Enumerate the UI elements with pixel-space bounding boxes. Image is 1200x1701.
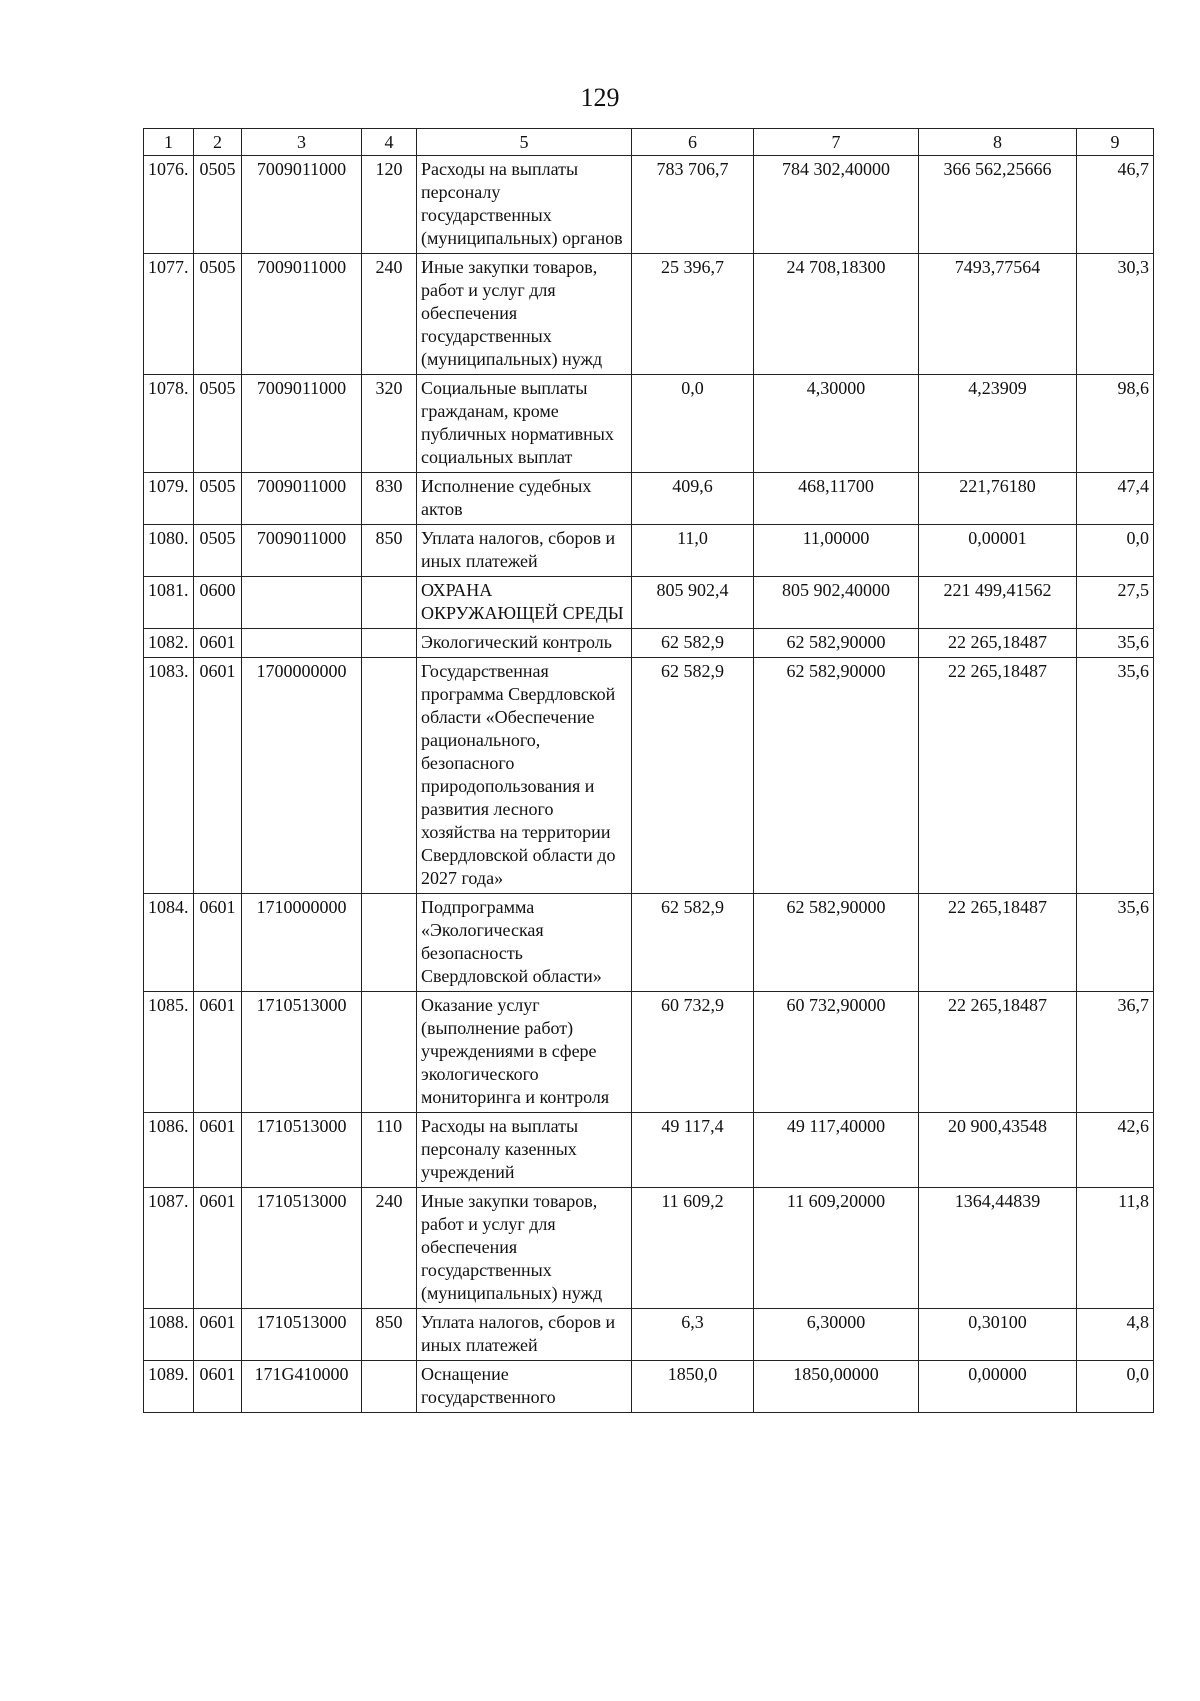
section-code: 0505 [194,375,242,473]
expense-type-code: 320 [362,375,417,473]
item-name: Расходы на выплаты персоналу казенных учреждений [417,1113,632,1188]
target-article-code: 7009011000 [242,254,362,375]
section-code: 0505 [194,156,242,254]
expense-type-code [362,894,417,992]
percent-value: 46,7 [1077,156,1154,254]
value-col6: 11 609,2 [632,1188,754,1309]
percent-value: 0,0 [1077,525,1154,577]
expense-type-code: 240 [362,1188,417,1309]
item-name: Уплата налогов, сборов и иных платежей [417,1309,632,1361]
table-header-row [144,129,1154,156]
value-col7: 4,30000 [754,375,919,473]
row-number: 1077. [144,254,194,375]
row-number: 1086. [144,1113,194,1188]
expense-type-code [362,1361,417,1413]
value-col8: 0,00001 [919,525,1077,577]
percent-value: 0,0 [1077,1361,1154,1413]
row-number: 1080. [144,525,194,577]
column-header: 4 [362,129,417,156]
value-col8: 0,00000 [919,1361,1077,1413]
row-number: 1087. [144,1188,194,1309]
percent-value: 98,6 [1077,375,1154,473]
table-row [144,1361,1154,1413]
item-name: Иные закупки товаров, работ и услуг для обеспечения государственных (муниципальных) нужд [417,254,632,375]
value-col6: 0,0 [632,375,754,473]
percent-value: 35,6 [1077,629,1154,658]
item-name: Экологический контроль [417,629,632,658]
target-article-code [242,629,362,658]
value-col7: 1850,00000 [754,1361,919,1413]
expense-type-code [362,577,417,629]
value-col6: 49 117,4 [632,1113,754,1188]
percent-value: 42,6 [1077,1113,1154,1188]
expense-type-code [362,658,417,894]
table-row [144,254,1154,375]
percent-value: 11,8 [1077,1188,1154,1309]
table-row [144,894,1154,992]
value-col8: 1364,44839 [919,1188,1077,1309]
value-col7: 24 708,18300 [754,254,919,375]
expense-type-code: 850 [362,1309,417,1361]
value-col6: 60 732,9 [632,992,754,1113]
value-col7: 6,30000 [754,1309,919,1361]
target-article-code: 7009011000 [242,375,362,473]
item-name: Оказание услуг (выполнение работ) учреждениями в сфере экологического мониторинга и контроля [417,992,632,1113]
target-article-code: 171G410000 [242,1361,362,1413]
item-name: Подпрограмма «Экологическая безопасность Свердловской области» [417,894,632,992]
table-row [144,1309,1154,1361]
value-col8: 0,30100 [919,1309,1077,1361]
section-code: 0601 [194,992,242,1113]
table-row [144,525,1154,577]
column-header: 3 [242,129,362,156]
table-row [144,992,1154,1113]
item-name: Государственная программа Свердловской области «Обеспечение рационального, безопасного природопользования и развития лесного хозяйства на территории Свердловской области до 2027 года» [417,658,632,894]
target-article-code: 1710000000 [242,894,362,992]
section-code: 0601 [194,1188,242,1309]
table-row [144,1188,1154,1309]
target-article-code: 1710513000 [242,1309,362,1361]
row-number: 1076. [144,156,194,254]
row-number: 1082. [144,629,194,658]
item-name: Исполнение судебных актов [417,473,632,525]
value-col6: 62 582,9 [632,894,754,992]
table-row [144,156,1154,254]
percent-value: 4,8 [1077,1309,1154,1361]
target-article-code: 1700000000 [242,658,362,894]
section-code: 0601 [194,894,242,992]
budget-table [143,128,1154,1413]
value-col7: 11 609,20000 [754,1188,919,1309]
value-col8: 221,76180 [919,473,1077,525]
value-col6: 409,6 [632,473,754,525]
column-header: 1 [144,129,194,156]
value-col8: 4,23909 [919,375,1077,473]
value-col7: 62 582,90000 [754,894,919,992]
value-col8: 22 265,18487 [919,658,1077,894]
page-number: 129 [580,83,620,112]
value-col6: 1850,0 [632,1361,754,1413]
percent-value: 36,7 [1077,992,1154,1113]
value-col7: 784 302,40000 [754,156,919,254]
percent-value: 35,6 [1077,658,1154,894]
target-article-code: 1710513000 [242,992,362,1113]
item-name: ОХРАНА ОКРУЖАЮЩЕЙ СРЕДЫ [417,577,632,629]
expense-type-code [362,992,417,1113]
value-col7: 11,00000 [754,525,919,577]
target-article-code: 7009011000 [242,156,362,254]
value-col8: 22 265,18487 [919,629,1077,658]
value-col6: 62 582,9 [632,658,754,894]
section-code: 0601 [194,1361,242,1413]
row-number: 1083. [144,658,194,894]
row-number: 1089. [144,1361,194,1413]
column-header: 5 [417,129,632,156]
section-code: 0505 [194,254,242,375]
target-article-code: 7009011000 [242,473,362,525]
section-code: 0600 [194,577,242,629]
expense-type-code: 120 [362,156,417,254]
value-col6: 805 902,4 [632,577,754,629]
value-col6: 6,3 [632,1309,754,1361]
percent-value: 35,6 [1077,894,1154,992]
table-row [144,577,1154,629]
column-header: 9 [1077,129,1154,156]
section-code: 0505 [194,525,242,577]
value-col8: 366 562,25666 [919,156,1077,254]
item-name: Иные закупки товаров, работ и услуг для обеспечения государственных (муниципальных) нужд [417,1188,632,1309]
value-col6: 25 396,7 [632,254,754,375]
target-article-code: 1710513000 [242,1188,362,1309]
table-row [144,629,1154,658]
section-code: 0601 [194,1309,242,1361]
item-name: Расходы на выплаты персоналу государственных (муниципальных) органов [417,156,632,254]
section-code: 0601 [194,1113,242,1188]
value-col7: 62 582,90000 [754,629,919,658]
expense-type-code [362,629,417,658]
column-header: 6 [632,129,754,156]
expense-type-code: 110 [362,1113,417,1188]
value-col6: 783 706,7 [632,156,754,254]
expense-type-code: 240 [362,254,417,375]
percent-value: 47,4 [1077,473,1154,525]
row-number: 1078. [144,375,194,473]
percent-value: 27,5 [1077,577,1154,629]
column-header: 2 [194,129,242,156]
item-name: Социальные выплаты гражданам, кроме публичных нормативных социальных выплат [417,375,632,473]
column-header: 7 [754,129,919,156]
value-col8: 221 499,41562 [919,577,1077,629]
row-number: 1088. [144,1309,194,1361]
section-code: 0601 [194,658,242,894]
value-col8: 20 900,43548 [919,1113,1077,1188]
section-code: 0601 [194,629,242,658]
row-number: 1085. [144,992,194,1113]
section-code: 0505 [194,473,242,525]
value-col7: 49 117,40000 [754,1113,919,1188]
table-row [144,658,1154,894]
value-col7: 62 582,90000 [754,658,919,894]
value-col8: 22 265,18487 [919,894,1077,992]
value-col7: 805 902,40000 [754,577,919,629]
target-article-code: 7009011000 [242,525,362,577]
target-article-code: 1710513000 [242,1113,362,1188]
percent-value: 30,3 [1077,254,1154,375]
column-header: 8 [919,129,1077,156]
table-row [144,1113,1154,1188]
value-col6: 11,0 [632,525,754,577]
expense-type-code: 830 [362,473,417,525]
row-number: 1084. [144,894,194,992]
value-col8: 7493,77564 [919,254,1077,375]
value-col7: 468,11700 [754,473,919,525]
table-row [144,375,1154,473]
item-name: Оснащение государственного [417,1361,632,1413]
row-number: 1079. [144,473,194,525]
table-row [144,473,1154,525]
row-number: 1081. [144,577,194,629]
value-col6: 62 582,9 [632,629,754,658]
item-name: Уплата налогов, сборов и иных платежей [417,525,632,577]
target-article-code [242,577,362,629]
expense-type-code: 850 [362,525,417,577]
value-col8: 22 265,18487 [919,992,1077,1113]
value-col7: 60 732,90000 [754,992,919,1113]
